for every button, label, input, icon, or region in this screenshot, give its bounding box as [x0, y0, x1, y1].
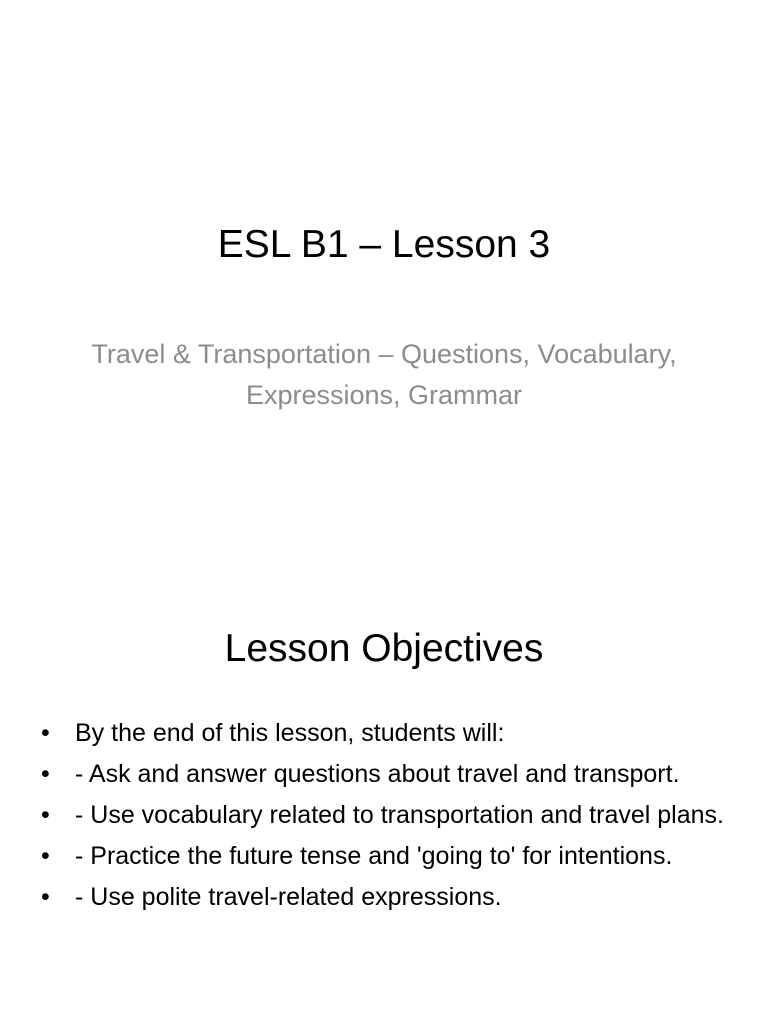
- objective-text: - Ask and answer questions about travel and transport.: [75, 760, 680, 788]
- bullet-icon: •: [41, 719, 50, 747]
- objectives-title: Lesson Objectives: [224, 627, 544, 670]
- objective-text: - Practice the future tense and 'going to' for intentions.: [75, 842, 673, 870]
- objective-item: [38, 838, 728, 874]
- objectives-list: [38, 715, 728, 920]
- bullet-icon: •: [41, 760, 50, 788]
- lesson-subtitle: Travel & Transportation – Questions, Vocabulary, Expressions, Grammar: [91, 339, 677, 410]
- objective-item: [38, 797, 728, 833]
- objective-item: [38, 715, 728, 751]
- objective-item: [38, 879, 728, 915]
- objective-text: By the end of this lesson, students will:: [75, 719, 505, 747]
- objectives-slide: [0, 576, 768, 1024]
- lesson-title: ESL B1 – Lesson 3: [217, 223, 551, 266]
- objective-text: - Use vocabulary related to transportation and travel plans.: [75, 801, 724, 829]
- objective-text: - Use polite travel-related expressions.: [75, 883, 502, 911]
- bullet-icon: •: [41, 883, 50, 911]
- bullet-icon: •: [41, 801, 50, 829]
- bullet-icon: •: [41, 842, 50, 870]
- objective-item: [38, 756, 728, 792]
